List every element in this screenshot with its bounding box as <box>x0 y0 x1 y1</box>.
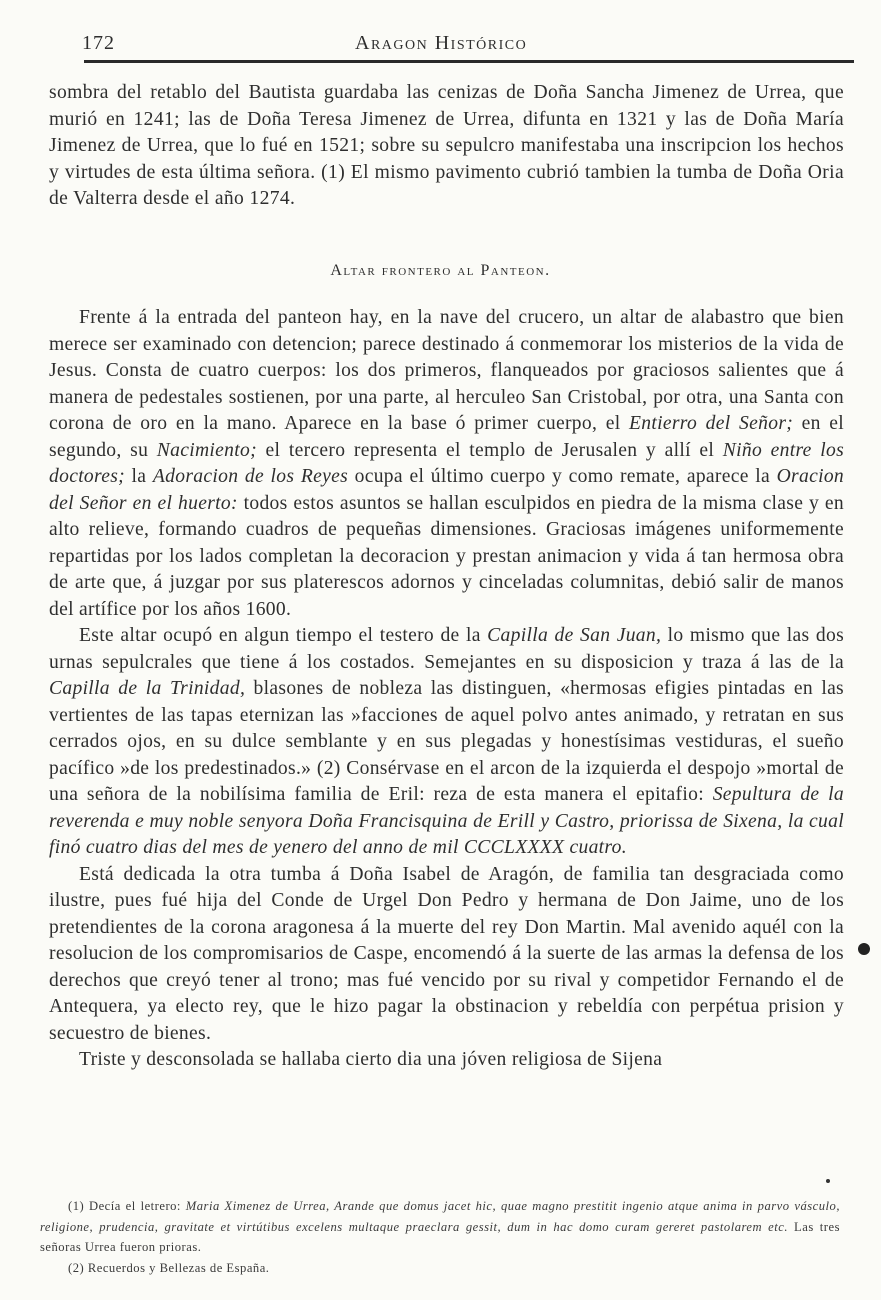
italic-run: Nacimiento; <box>156 439 257 461</box>
intro-paragraph: sombra del retablo del Bautista guardaba las cenizas de Doña Sancha Jimenez de Urrea, que murió en 1241; las de Doña Teresa Jimenez de Urrea, difunta en 1321 y las de Doña María Jimenez de Urrea, que lo fué en 1521; sobre su sepulcro manifestaba una inscripcion los hechos y virtudes de esta última señora. (1) El mismo pavimento cubrió tambien la tumba de Doña Oria de Valterra desde el año 1274. <box>49 82 844 210</box>
italic-run: Adoracion de los Reyes <box>152 466 349 487</box>
page-number: 172 <box>82 32 115 54</box>
italic-run: Niño entre los doctores; <box>49 439 844 487</box>
italic-run: Capilla de San Juan, <box>487 625 662 646</box>
section-body <box>49 305 844 1074</box>
footnote-marker: (2) <box>68 1260 85 1275</box>
footnotes <box>40 1196 840 1278</box>
text-run: Este altar ocupó en algun tiempo el testero de la <box>79 625 488 646</box>
footnote-marker: (1) <box>68 1199 85 1213</box>
footnote-text: Las tres señoras Urrea fueron prioras. <box>40 1219 840 1254</box>
paragraph-isabel: Está dedicada la otra tumba á Doña Isabel de Aragón, de familia tan desgraciada como ilustre, pues fué hija del Conde de Urgel Don Pedro y hermana de Don Jaime, uno de los pretendientes de la corona aragonesa á la muerte del rey Don Martin. Mal avenido aquél con la resolucion de los compromisarios de Caspe, encomendó á la suerte de las armas la defensa de los derechos que creyó tener al trono; mas fué vencido por su rival y competidor Fernando el de Antequera, ya electo rey, que le hizo pagar la obstinacion y rebeldía con perpétua prision y secuestro de bienes. <box>49 863 844 1044</box>
running-title: Aragon Histórico <box>355 32 528 54</box>
text-run: blasones de nobleza las distinguen, «hermosas efigies pintadas en las vertientes de las tapas eternizan las »facciones de aquel polvo antes animado, y retratan en sus cerrados ojos, en su dulce semblante y en sus plegadas y honestísimas vestiduras, el sueño pacífico »de los predestinados.» (2) Consérvase en el arcon de la izquierda el despojo »mortal de una señora de la nobilísima familia de Eril: reza de esta manera el epitafio: <box>49 678 844 805</box>
footnote-1 <box>40 1196 840 1258</box>
italic-run: Entierro del Señor; <box>629 413 794 434</box>
margin-dot-mark <box>826 1179 830 1183</box>
text-run: todos estos asuntos se hallan esculpidos en piedra de la misma clase y en alto relieve, formando cuadros de pequeñas dimensiones. Graciosas imágenes uniformemente repartidas por los lados completan la decoracion y prestan animacion y vida á tan hermosa obra de arte que, á juzgar por sus platerescos adornos y cinceladas columnitas, debió salir de manos del artífice por los años 1600. <box>49 492 844 620</box>
footnote-latin: Maria Ximenez de Urrea, Arande que domus jacet hic, quae magno prestitit ingenio atque anima in parvo vásculo, religione, prudencia, gravitate et virtútibus excelens multaque praeclara gessit, dum in hac domo curam gereret pastolarem etc. <box>40 1199 840 1234</box>
paragraph-urnas <box>49 623 844 862</box>
text-run: la <box>124 466 153 487</box>
italic-run: Capilla de la Trinidad, <box>49 678 246 699</box>
text-run: lo mismo que las dos urnas sepulcrales que tiene á los costados. Semejantes en su disposicion y traza á las de la <box>49 625 845 673</box>
footnote-2 <box>40 1258 840 1279</box>
header-rule <box>84 60 854 63</box>
italic-run: Oracion del Señor en el huerto: <box>49 466 845 514</box>
text-run: ocupa el último cuerpo y como remate, aparece la <box>348 466 777 487</box>
paragraph-triste: Triste y desconsolada se hallaba cierto dia una jóven religiosa de Sijena <box>79 1049 663 1070</box>
italic-run: Sepultura de la reverenda e muy noble senyora Doña Francisquina de Erill y Castro, priorissa de Sixena, la cual finó cuatro dias del mes de yenero del anno de mil CCCLXXXX cuatro. <box>49 784 844 858</box>
text-run: en el segundo, su <box>49 413 845 461</box>
page-header <box>50 26 845 66</box>
section-title: Altar frontero al Panteon. <box>330 262 551 279</box>
paragraph-altar <box>49 305 844 623</box>
text-run: el tercero representa el templo de Jerusalen y allí el <box>256 439 723 461</box>
footnote-text: Recuerdos y Bellezas de España. <box>87 1260 270 1275</box>
intro-text <box>49 80 844 213</box>
text-run: Frente á la entrada del panteon hay, en la nave del crucero, un altar de alabastro que bien merece ser examinado con detencion; parece destinado á conmemorar los misterios de la vida de Jesus. Consta de cuatro cuerpos: los dos primeros, flanqueados por graciosos salientes que á manera de pedestales sostienen, por una parte, al herculeo San Cristobal, por otra, una Santa con corona de oro en la mano. Aparece en la base ó primer cuerpo, el <box>49 307 844 434</box>
margin-bullet-mark <box>858 943 870 955</box>
footnote-text: Decía el letrero: <box>89 1199 186 1213</box>
